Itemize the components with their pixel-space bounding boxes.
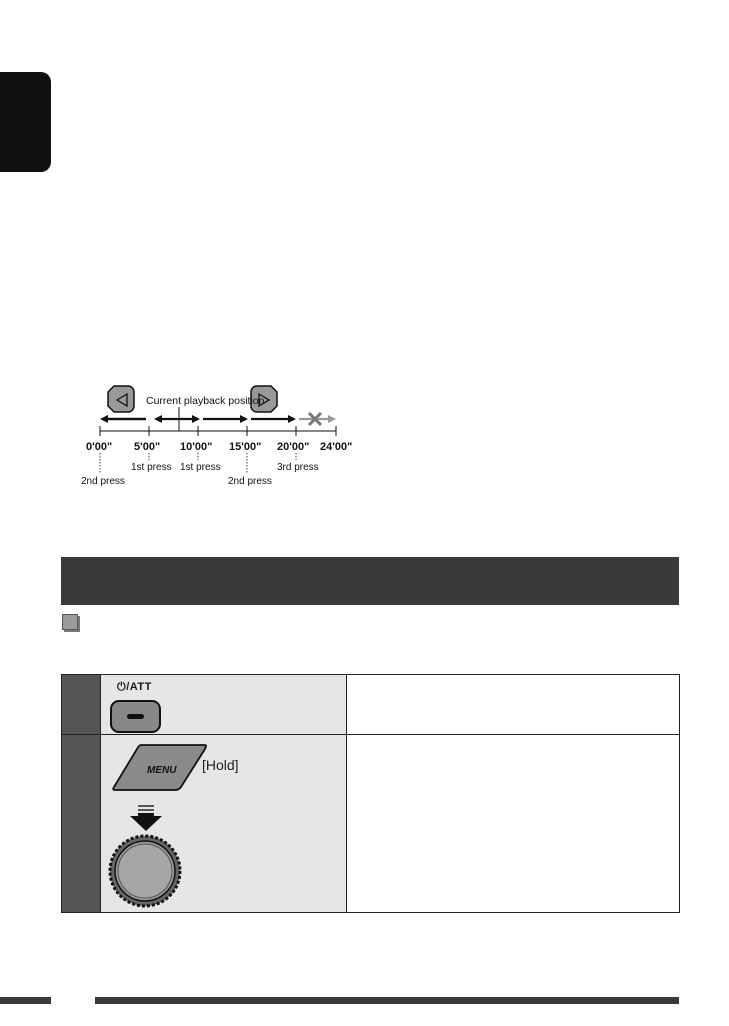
- section-header-bar: [61, 557, 679, 605]
- time-mark: 5'00": [134, 441, 161, 453]
- time-mark: 15'00": [229, 441, 262, 453]
- power-att-label: ⏻/ATT: [117, 681, 152, 693]
- footer-bar-left: [0, 997, 51, 1004]
- previous-track-icon: [108, 386, 134, 412]
- step-image-cell: [101, 675, 347, 735]
- control-dial-icon[interactable]: [107, 833, 187, 913]
- step-number-cell: [62, 675, 101, 735]
- press-label: 1st press: [180, 462, 221, 473]
- skip-timeline-diagram: [70, 376, 370, 496]
- step-row: [62, 735, 680, 913]
- step-number-cell: [62, 735, 101, 913]
- step-image-cell: [101, 735, 347, 913]
- current-position-label: Current playback position: [146, 395, 265, 407]
- steps-table: [61, 674, 680, 913]
- hold-label: [Hold]: [202, 757, 239, 773]
- time-mark: 10'00": [180, 441, 213, 453]
- time-mark: 24'00": [320, 441, 353, 453]
- press-label: 2nd press: [228, 476, 272, 487]
- press-label: 3rd press: [277, 462, 319, 473]
- language-tab: [0, 72, 51, 172]
- menu-button-label: MENU: [147, 765, 177, 776]
- step-description: [347, 675, 680, 735]
- step-description: [347, 735, 680, 913]
- subsection-marker-icon: [62, 614, 78, 630]
- press-label: 2nd press: [81, 476, 125, 487]
- time-mark: 0'00": [86, 441, 113, 453]
- menu-button[interactable]: [111, 743, 211, 793]
- time-mark: 20'00": [277, 441, 310, 453]
- step-row: [62, 675, 680, 735]
- press-label: 1st press: [131, 462, 172, 473]
- footer-bar-right: [95, 997, 679, 1004]
- down-arrow-icon: [128, 805, 168, 835]
- power-att-button[interactable]: [110, 700, 161, 733]
